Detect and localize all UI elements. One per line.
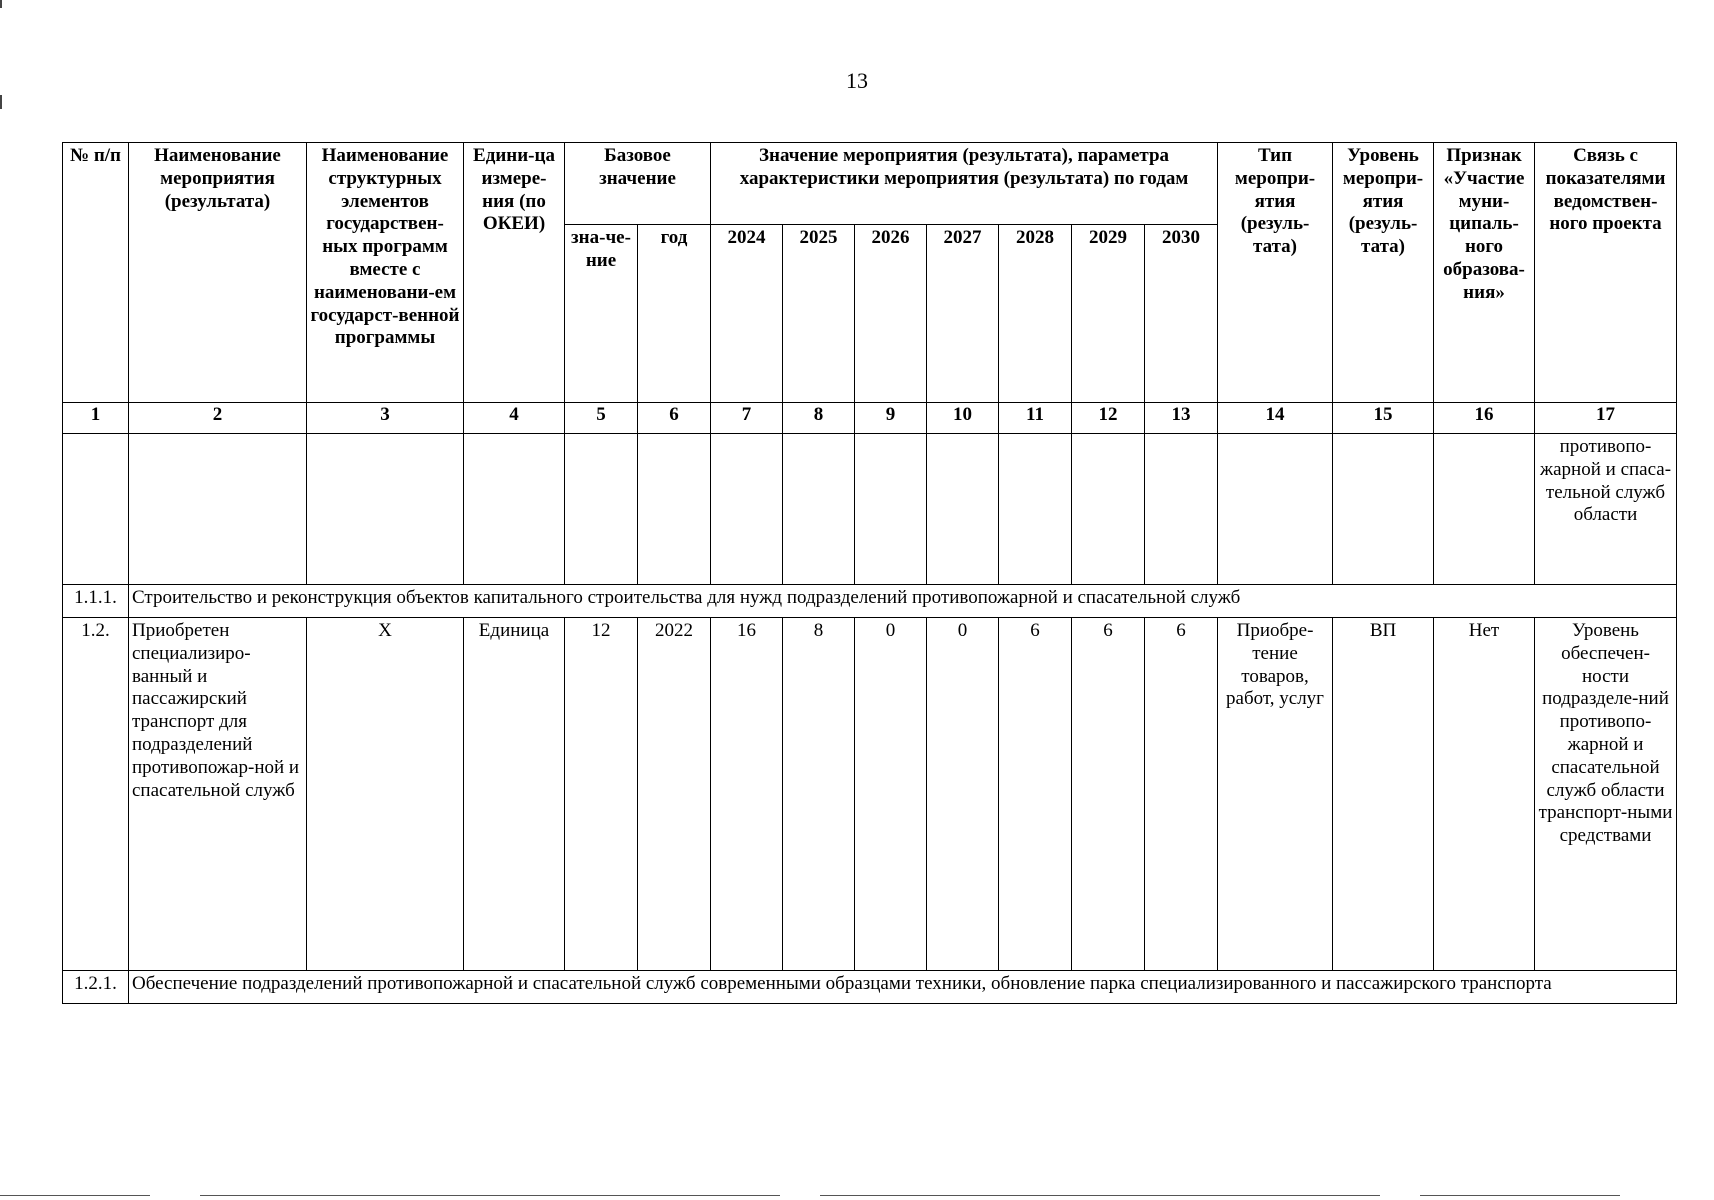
header-year: 2028	[999, 225, 1072, 403]
item-year-value: 0	[927, 618, 999, 971]
column-number: 15	[1333, 403, 1434, 434]
header-base: Базовое значение	[565, 143, 711, 225]
empty-cell	[565, 434, 638, 585]
empty-cell	[1218, 434, 1333, 585]
column-number: 6	[638, 403, 711, 434]
column-number: 16	[1434, 403, 1535, 434]
empty-cell	[1434, 434, 1535, 585]
header-base-year: год	[638, 225, 711, 403]
column-number: 10	[927, 403, 999, 434]
header-year: 2027	[927, 225, 999, 403]
section-row-1-1-1	[63, 585, 1677, 618]
column-number: 11	[999, 403, 1072, 434]
column-number: 14	[1218, 403, 1333, 434]
empty-cell	[129, 434, 307, 585]
column-number: 7	[711, 403, 783, 434]
header-year: 2025	[783, 225, 855, 403]
scan-edge-mark	[0, 0, 2, 8]
empty-cell	[855, 434, 927, 585]
item-row-1-2	[63, 618, 1677, 971]
header-structural: Наименование структурных элементов государствен-ных программ вместе с наименовани-ем государст-венной программы	[307, 143, 464, 403]
column-number: 9	[855, 403, 927, 434]
empty-cell	[1333, 434, 1434, 585]
column-number: 2	[129, 403, 307, 434]
section-text: Строительство и реконструкция объектов капитального строительства для нужд подразделений противопожарной и спасательной служб	[129, 585, 1677, 618]
item-year-value: 6	[1145, 618, 1218, 971]
item-year-value: 6	[1072, 618, 1145, 971]
column-number: 8	[783, 403, 855, 434]
header-row-top	[63, 143, 1677, 225]
header-level: Уровень меропри-ятия (резуль-тата)	[1333, 143, 1434, 403]
scan-bottom-rule	[820, 1195, 1380, 1196]
header-year: 2029	[1072, 225, 1145, 403]
scan-bottom-rule	[0, 1195, 150, 1196]
scan-bottom-rule	[1420, 1195, 1620, 1196]
column-number: 17	[1535, 403, 1677, 434]
continuation-row	[63, 434, 1677, 585]
continuation-link-cell: противопо-жарной и спаса-тельной служб области	[1535, 434, 1677, 585]
section-text: Обеспечение подразделений противопожарной и спасательной служб современными образцами техники, обновление парка специализированного и пассажирского транспорта	[129, 971, 1677, 1004]
column-number: 1	[63, 403, 129, 434]
header-year: 2024	[711, 225, 783, 403]
empty-cell	[1072, 434, 1145, 585]
empty-cell	[464, 434, 565, 585]
empty-cell	[999, 434, 1072, 585]
scan-edge-mark	[0, 95, 2, 109]
item-number: 1.2.	[63, 618, 129, 971]
item-unit: Единица	[464, 618, 565, 971]
item-level: ВП	[1333, 618, 1434, 971]
column-number: 4	[464, 403, 565, 434]
empty-cell	[927, 434, 999, 585]
empty-cell	[783, 434, 855, 585]
item-link: Уровень обеспечен-ности подразделе-ний противопо-жарной и спасательной служб области транспорт-ными средствами	[1535, 618, 1677, 971]
section-row-1-2-1	[63, 971, 1677, 1004]
item-type: Приобре-тение товаров, работ, услуг	[1218, 618, 1333, 971]
header-unit: Едини-ца измере-ния (по ОКЕИ)	[464, 143, 565, 403]
item-year-value: 0	[855, 618, 927, 971]
column-number: 3	[307, 403, 464, 434]
item-sign: Нет	[1434, 618, 1535, 971]
header-sign: Признак «Участие муни-ципаль-ного образова-ния»	[1434, 143, 1535, 403]
scan-bottom-rule	[200, 1195, 780, 1196]
column-number: 5	[565, 403, 638, 434]
item-year-value: 8	[783, 618, 855, 971]
page-number: 13	[846, 68, 868, 93]
item-year-value: 6	[999, 618, 1072, 971]
header-name: Наименование мероприятия (результата)	[129, 143, 307, 403]
section-number: 1.1.1.	[63, 585, 129, 618]
section-number: 1.2.1.	[63, 971, 129, 1004]
column-number: 12	[1072, 403, 1145, 434]
measures-table	[62, 142, 1677, 1004]
empty-cell	[307, 434, 464, 585]
column-numbers-row	[63, 403, 1677, 434]
item-structural: Х	[307, 618, 464, 971]
item-base-year: 2022	[638, 618, 711, 971]
item-base-value: 12	[565, 618, 638, 971]
column-number: 13	[1145, 403, 1218, 434]
header-base-value: зна-че-ние	[565, 225, 638, 403]
header-link: Связь с показателями ведомствен-ного проекта	[1535, 143, 1677, 403]
empty-cell	[711, 434, 783, 585]
empty-cell	[63, 434, 129, 585]
header-type: Тип меропри-ятия (резуль-тата)	[1218, 143, 1333, 403]
header-num: № п/п	[63, 143, 129, 403]
empty-cell	[638, 434, 711, 585]
item-year-value: 16	[711, 618, 783, 971]
header-year: 2026	[855, 225, 927, 403]
item-name: Приобретен специализиро-ванный и пассажирский транспорт для подразделений противопожар-ной и спасательной служб	[129, 618, 307, 971]
empty-cell	[1145, 434, 1218, 585]
header-year: 2030	[1145, 225, 1218, 403]
header-values-group: Значение мероприятия (результата), параметра характеристики мероприятия (результата) по годам	[711, 143, 1218, 225]
